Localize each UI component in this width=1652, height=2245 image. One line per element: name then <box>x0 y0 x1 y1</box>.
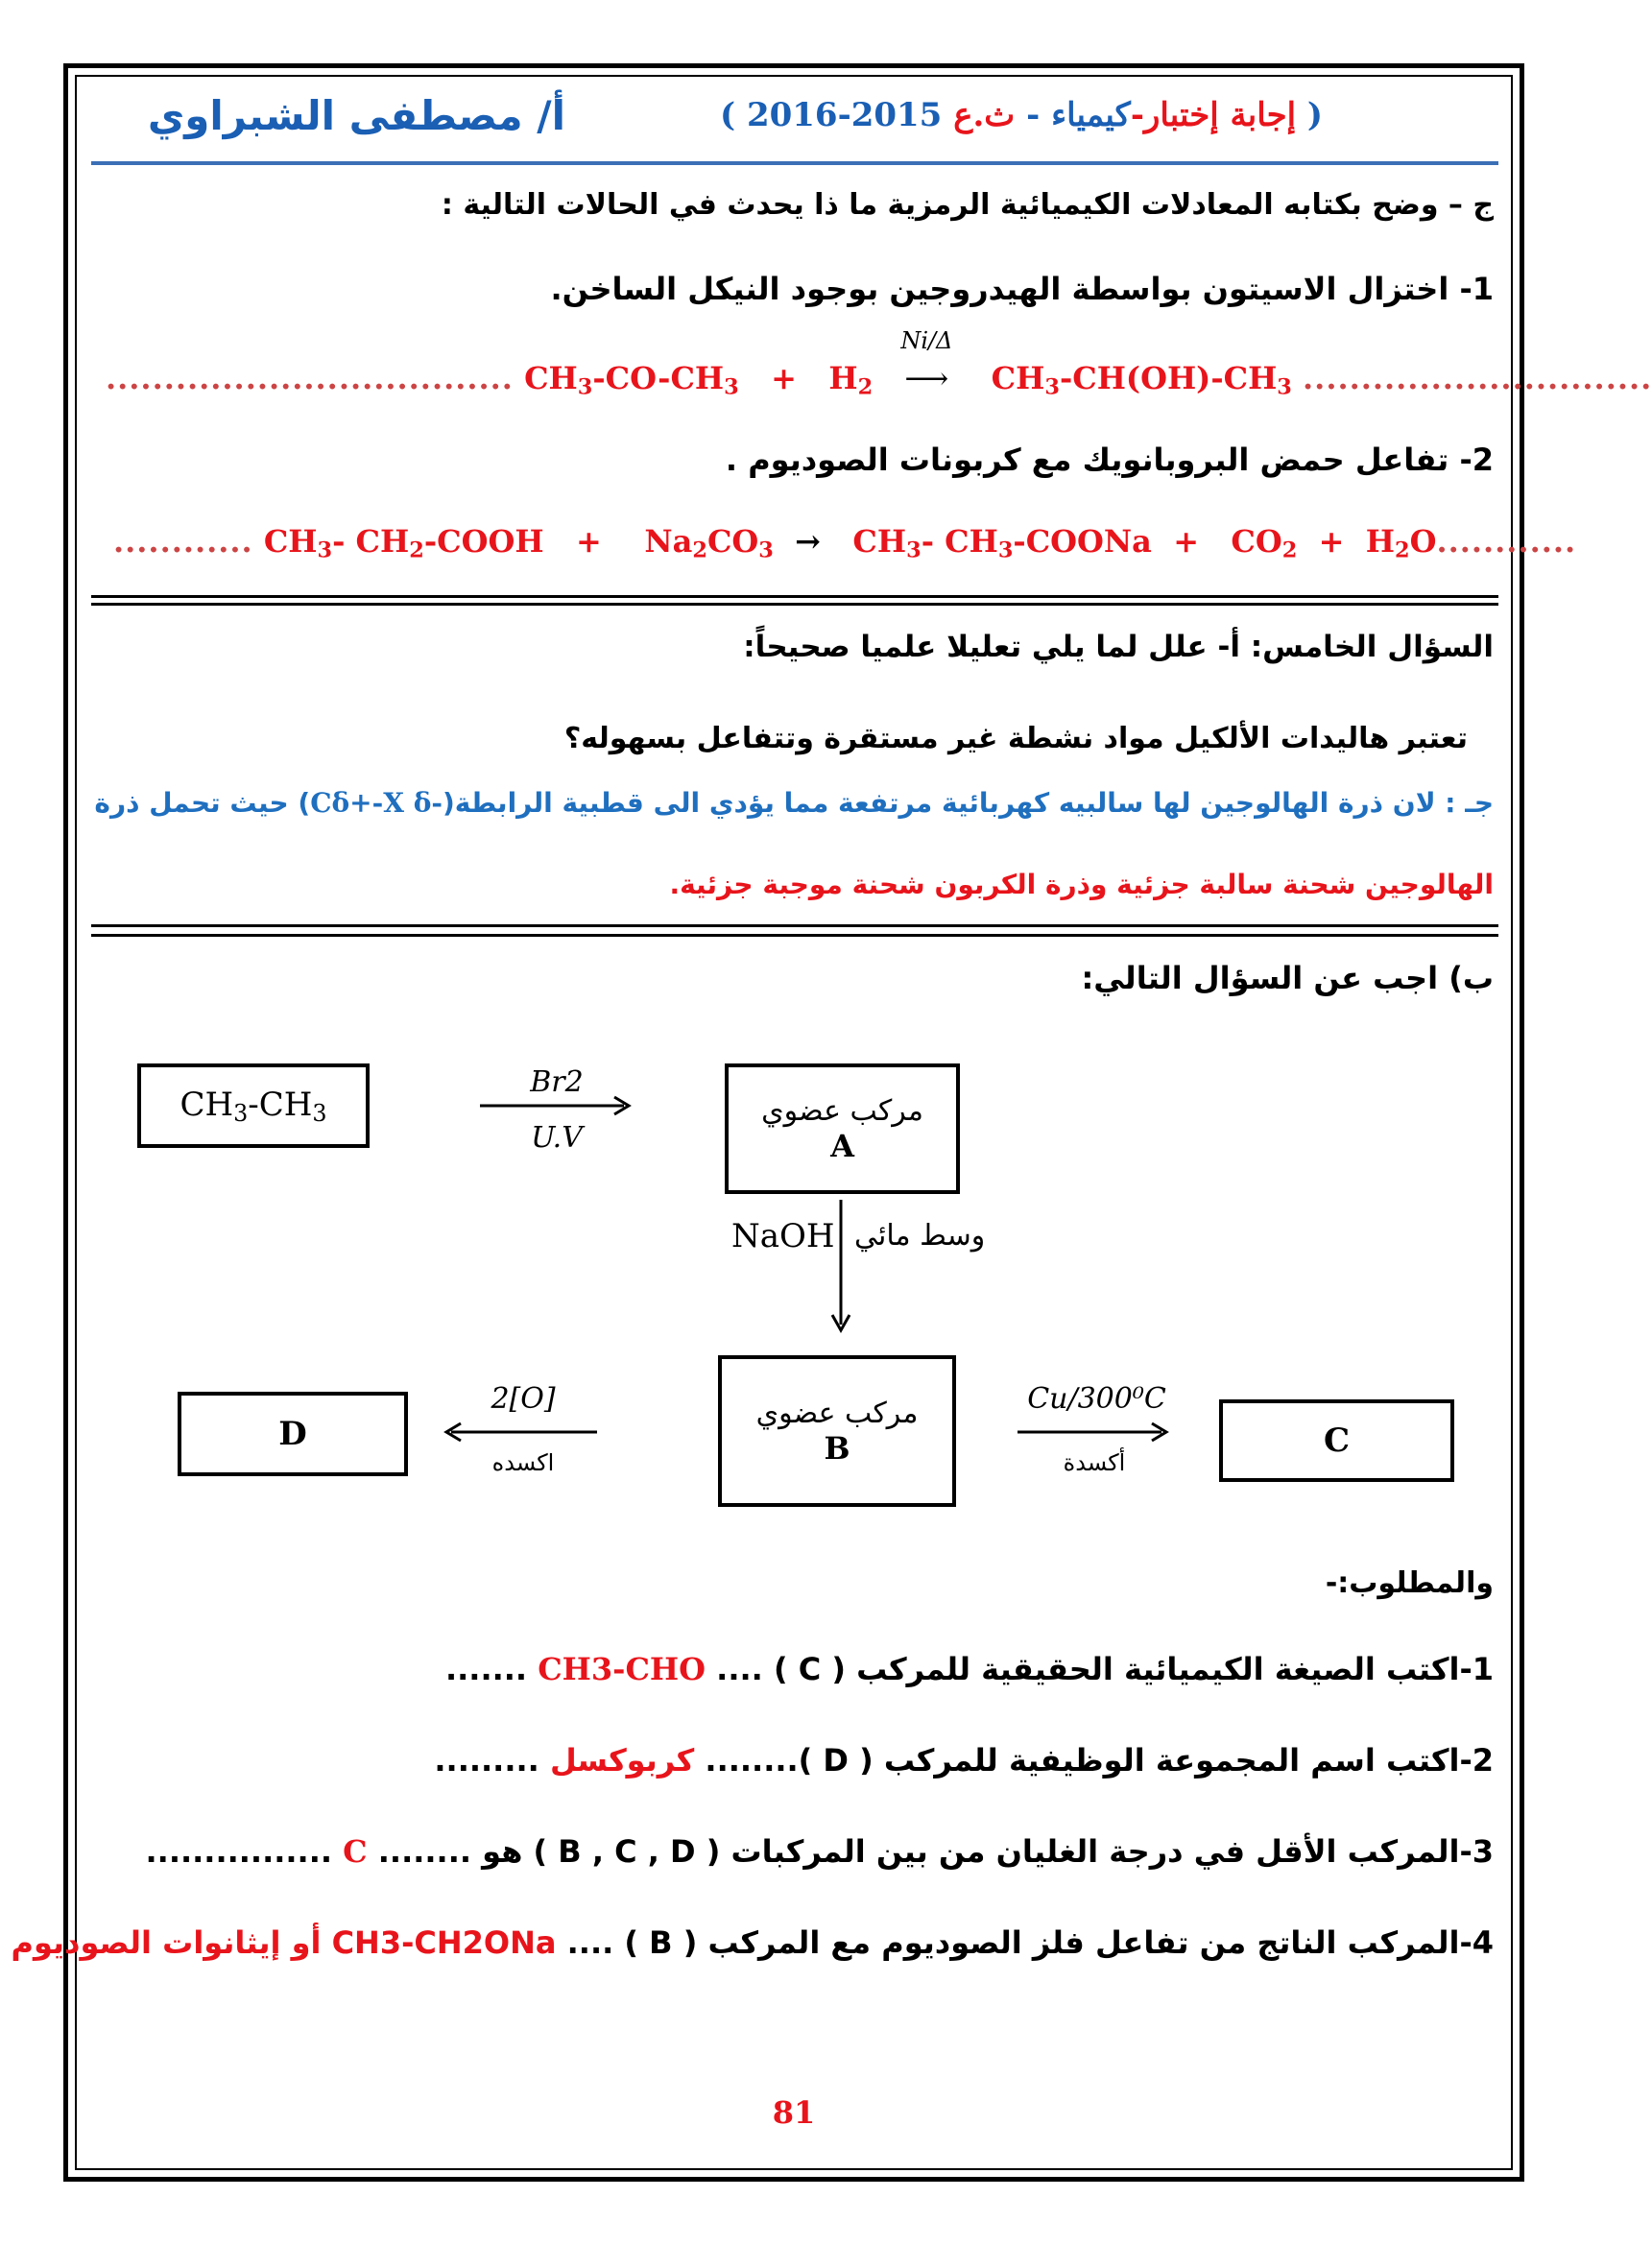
required-label: والمطلوب:- <box>1325 1566 1494 1600</box>
reagent-1-top: Br2 <box>530 1065 584 1099</box>
eq1-arrow: ⟶ <box>904 360 949 396</box>
required-item-2 <box>434 1742 1494 1779</box>
answer-text-1-end: ) حيث تحمل ذرة <box>94 787 311 819</box>
section-c-q2: 2- تفاعل حمض البروبانويك مع كربونات الصوديوم . <box>725 442 1494 478</box>
answer-marker: جـ : <box>1445 787 1494 819</box>
reagent-2-medium: وسط مائي <box>854 1219 986 1253</box>
arrow-1 <box>480 1094 638 1117</box>
arrow-2 <box>829 1200 852 1334</box>
box-b <box>718 1355 956 1507</box>
box-start: $CH_3-CH_3$ <box>137 1063 370 1148</box>
equation-1: ................................... $CH_3-CO-CH_3 + H_2$ Ni/Δ ⟶ $CH_3-CH(OH)-CH_3$ .............................. <box>106 327 1652 400</box>
item-1-answer: CH3-CHO <box>538 1651 706 1687</box>
divider-2a <box>91 924 1498 927</box>
page-number: 81 <box>772 2094 816 2131</box>
divider-1b <box>91 603 1498 606</box>
reagent-4-top: Cu/300⁰C <box>1027 1382 1166 1416</box>
required-item-4 <box>11 1924 1494 1961</box>
divider-2b <box>91 934 1498 937</box>
box-a <box>725 1063 960 1194</box>
item-4-text: 4-المركب الناتج من تفاعل فلز الصوديوم مع المركب ( B ) .... <box>566 1924 1494 1961</box>
reagent-1-bottom: U.V <box>531 1121 583 1155</box>
title-subject: كيمياء - <box>1015 96 1131 134</box>
box-a-label: مركب عضوي <box>761 1093 923 1128</box>
box-d-letter: D <box>278 1415 307 1453</box>
eq1-condition: Ni/Δ <box>900 327 953 354</box>
reagent-3-bottom: اكسده <box>491 1449 555 1476</box>
box-a-letter: A <box>830 1127 854 1164</box>
section-five-answer-line1 <box>94 787 1494 819</box>
section-c-q1: 1- اختزال الاسيتون بواسطة الهيدروجين بوجود النيكل الساخن. <box>550 271 1494 307</box>
section-five-question: تعتبر هاليدات الألكيل مواد نشطة غير مستقرة وتتفاعل بسهوله؟ <box>563 722 1468 755</box>
arrow-4 <box>1018 1421 1176 1444</box>
item-3-answer: C <box>343 1833 368 1870</box>
required-item-3 <box>146 1833 1495 1870</box>
title-paren-close: ) <box>720 96 736 134</box>
title-years: 2015-2016 <box>746 96 943 134</box>
title-answer: إجابة إختبار- <box>1130 96 1297 134</box>
item-4-answer: CH3-CH2ONa أو إيثانوات الصوديوم <box>11 1924 557 1961</box>
equation-2: ............ $CH_3-$ $CH_2$-COOH + $Na_2CO_3 \to CH_3-$ $CH_3$-COONa + $CO_2 + H_2O$............ <box>113 523 1577 563</box>
item-2-text: 2-اكتب اسم المجموعة الوظيفية للمركب ( D )........ <box>705 1742 1494 1779</box>
required-item-1 <box>445 1651 1494 1687</box>
teacher-name: أ/ مصطفى الشبراوي <box>147 92 565 139</box>
item-3-text: 3-المركب الأقل في درجة الغليان من بين المركبات ( B , C , D ) هو ........ <box>377 1833 1494 1870</box>
exam-title <box>720 96 1323 134</box>
section-b-heading: ب) اجب عن السؤال التالي: <box>1081 960 1494 996</box>
box-c <box>1219 1399 1454 1482</box>
item-3-trail: ................ <box>145 1833 332 1870</box>
section-five-heading: السؤال الخامس: أ- علل لما يلي تعليلا علميا صحيحاً: <box>743 630 1494 664</box>
item-1-trail: ....... <box>444 1651 528 1687</box>
item-2-trail: ......... <box>434 1742 539 1779</box>
section-c-intro: ج – وضح بكتابه المعادلات الكيميائية الرمزية ما ذا يحدث في الحالات التالية : <box>441 188 1494 222</box>
title-paren-open: ( <box>1306 96 1323 134</box>
answer-text-1: لان ذرة الهالوجين لها سالبيه كهربائية مرتفعة مما يؤدي الى قطبية الرابطة( <box>443 787 1436 819</box>
item-2-answer: كربوكسل <box>549 1742 695 1779</box>
reagent-4-bottom: أكسدة <box>1063 1449 1126 1476</box>
box-c-letter: C <box>1323 1421 1351 1460</box>
item-1-text: 1-اكتب الصيغة الكيميائية الحقيقية للمركب ( C ) .... <box>716 1651 1494 1687</box>
section-five-answer-line2: الهالوجين شحنة سالبة جزئية وذرة الكربون شحنة موجبة جزئية. <box>669 869 1494 900</box>
header-divider <box>91 161 1498 165</box>
answer-bond: Cδ+-X δ- <box>310 787 443 819</box>
box-b-letter: B <box>824 1429 850 1467</box>
reagent-3-top: 2[O] <box>491 1382 556 1416</box>
title-grade: ث.ع <box>953 96 1016 134</box>
box-b-label: مركب عضوي <box>755 1396 919 1430</box>
box-d <box>178 1392 408 1476</box>
divider-1a <box>91 595 1498 598</box>
reagent-2: NaOH <box>731 1217 835 1255</box>
arrow-3 <box>442 1421 600 1444</box>
